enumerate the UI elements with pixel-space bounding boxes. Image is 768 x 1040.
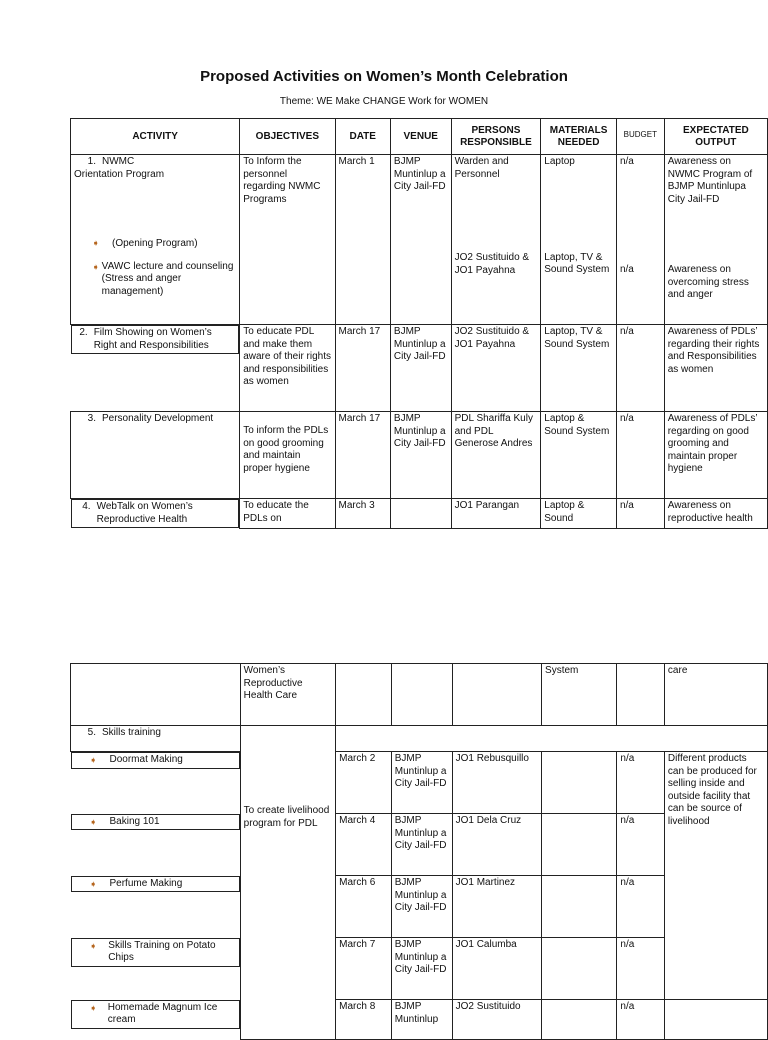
cell-budget [616,155,664,325]
document-title: Proposed Activities on Women’s Month Celebration [200,68,568,85]
cell-date [336,664,392,726]
cell-budget: n/a [616,412,664,499]
cell-persons: JO2 Sustituido & JO1 Payahna [451,325,541,412]
header-venue: VENUE [390,119,451,155]
cell-activity [71,664,241,726]
cell-materials [541,155,617,325]
cell-materials: Laptop & Sound [541,499,617,529]
row-number: 4. [82,501,91,512]
table-row [71,664,768,726]
activity-title: Film Showing on Women’s Right and Responsibilities [93,327,212,351]
activity-title: Perfume Making [109,877,183,889]
activity-title: NWMC [102,156,135,167]
arrow-bullet-icon: ➧ [89,755,98,765]
cell-venue: BJMP Muntinlup a City Jail-FD [390,325,451,412]
activity-title: Personality Development [102,413,214,424]
cell-venue [391,664,452,726]
activity-title: WebTalk on Women’s Reproductive Health [96,501,193,525]
cell-activity [71,325,240,354]
cell-budget: n/a [616,325,664,412]
table-row [71,814,768,876]
cell-objectives [240,726,335,1040]
cell-materials [542,1000,617,1040]
cell-activity [71,412,240,499]
cell-budget: n/a [617,1000,665,1040]
arrow-bullet-icon: ➧ [89,940,98,951]
cell-materials: System [542,664,617,726]
cell-budget: n/a [617,938,665,1000]
cell-venue: BJMP Muntinlup a City Jail-FD [391,938,452,1000]
arrow-bullet-icon: ➧ [89,816,98,827]
cell-materials [542,938,617,1000]
cell-output: Awareness of PDLs’ regarding on good grooming and maintain proper hygiene [664,412,767,499]
cell-activity [71,814,240,831]
sub-activity-vawc: VAWC lecture and counseling (Stress and anger management) [101,260,234,297]
table-row [71,412,768,499]
cell-activity [71,876,240,893]
cell-venue: BJMP Muntinlup a City Jail-FD [390,412,451,499]
cell-objectives [240,412,335,499]
cell-date: March 8 [336,1000,392,1040]
header-budget: BUDGET [616,119,664,155]
cell-activity [71,1000,240,1029]
cell-venue: BJMP Muntinlup a City Jail-FD [391,876,452,938]
cell-date: March 4 [336,814,392,876]
cell-output: care [664,664,767,726]
activity-title: Baking 101 [109,815,160,827]
table-row [71,938,768,1000]
cell-date: March 2 [336,752,392,814]
activity-subtitle: Orientation Program [74,168,165,180]
cell-budget: n/a [617,814,665,876]
cell-persons: JO2 Sustituido [452,1000,541,1040]
cell-date: March 6 [336,876,392,938]
output-sub: Awareness on overcoming stress and anger [667,264,749,300]
cell-output [664,155,767,325]
cell-persons: JO1 Dela Cruz [452,814,541,876]
arrow-bullet-icon: ➧ [89,1002,98,1013]
cell-persons [452,664,541,726]
cell-venue [390,499,451,529]
objectives-text: To inform the PDLs on good grooming and maintain proper hygiene [243,425,329,474]
activities-table-page2 [70,663,768,1040]
cell-persons: PDL Shariffa Kuly and PDL Generose Andres [451,412,541,499]
header-row [71,119,768,155]
cell-venue: BJMP Muntinlup a City Jail-FD [391,814,452,876]
budget-sub: n/a [619,263,634,275]
cell-budget: n/a [617,752,665,814]
cell-budget: n/a [617,876,665,938]
cell-activity [71,155,240,325]
row-number: 2. [79,327,88,338]
cell-venue: BJMP Muntinlup a City Jail-FD [390,155,451,325]
persons-main: Warden and Personnel [454,156,509,180]
activities-table-page1 [70,118,768,529]
cell-persons: JO1 Parangan [451,499,541,529]
arrow-bullet-icon: ➧ [92,261,100,272]
activity-title: Homemade Magnum Ice cream [107,1001,218,1025]
table-row [71,752,768,814]
row-number: 5. [87,727,96,738]
cell-date: March 7 [336,938,392,1000]
header-activity: ACTIVITY [71,119,240,155]
cell-venue: BJMP Muntinlup [391,1000,452,1040]
header-materials: MATERIALS NEEDED [541,119,617,155]
cell-persons: JO1 Martinez [452,876,541,938]
table-row [71,325,768,412]
output-main: Awareness on NWMC Program of BJMP Muntinlupa City Jail-FD [667,156,753,205]
cell-activity [71,752,240,769]
cell-budget [617,664,665,726]
cell-persons: JO1 Rebusquillo [452,752,541,814]
objectives-text: To create livelihood program for PDL [243,805,330,829]
cell-date: March 17 [335,325,390,412]
header-output: EXPECTATED OUTPUT [664,119,767,155]
header-date: DATE [335,119,390,155]
cell-empty-span [336,726,768,752]
table-row [71,499,768,529]
cell-persons [451,155,541,325]
header-persons: PERSONS RESPONSIBLE [451,119,541,155]
cell-objectives: To Inform the personnel regarding NWMC Programs [240,155,335,325]
activity-title: Skills training [102,727,161,738]
persons-sub: JO2 Sustituido & JO1 Payahna [454,252,530,276]
sub-activity-opening: (Opening Program) [112,238,198,249]
activity-title: Skills Training on Potato Chips [108,939,216,963]
cell-objectives: To educate PDL and make them aware of their rights and responsibilities as women [240,325,335,412]
cell-date: March 1 [335,155,390,325]
activity-title: Doormat Making [109,754,183,765]
arrow-bullet-icon: ➧ [89,878,98,889]
arrow-bullet-icon: ➧ [92,238,100,248]
cell-materials: Laptop, TV & Sound System [541,325,617,412]
cell-materials [542,752,617,814]
table-row [71,1000,768,1040]
cell-date: March 3 [335,499,390,529]
materials-sub: Laptop, TV & Sound System [544,251,610,275]
row-number: 3. [87,413,96,424]
cell-venue: BJMP Muntinlup a City Jail-FD [391,752,452,814]
cell-objectives: To educate the PDLs on [240,499,335,529]
cell-budget: n/a [616,499,664,529]
cell-materials [542,814,617,876]
cell-activity [71,938,240,967]
cell-output: Awareness on reproductive health [664,499,767,529]
cell-output [664,1000,767,1040]
cell-activity [71,726,241,752]
budget-main: n/a [619,156,634,167]
cell-materials [542,876,617,938]
table-row [71,726,768,752]
row-number: 1. [87,156,96,167]
table-row [71,876,768,938]
header-objectives: OBJECTIVES [240,119,335,155]
cell-output: Different products can be produced for selling inside and outside facility that can be source of livelihood [664,752,767,1000]
document-theme: Theme: WE Make CHANGE Work for WOMEN [279,96,489,107]
cell-output: Awareness of PDLs’ regarding their rights and Responsibilities as women [664,325,767,412]
materials-main: Laptop [544,156,575,167]
cell-persons: JO1 Calumba [452,938,541,1000]
cell-objectives: Women’s Reproductive Health Care [240,664,335,726]
cell-activity [71,499,240,528]
cell-materials: Laptop & Sound System [541,412,617,499]
cell-date: March 17 [335,412,390,499]
table-row [71,155,768,325]
